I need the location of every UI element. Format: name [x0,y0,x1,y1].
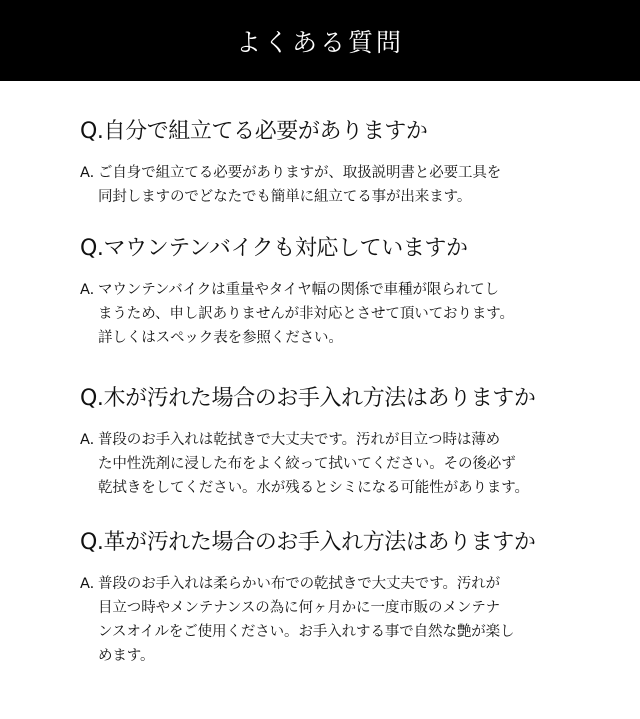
faq-item-2 [80,234,580,350]
faq-question: Q.革が汚れた場合のお手入れ方法はありますか [80,530,536,555]
page-header [0,0,640,81]
answer-line: 詳しくはスペック表を参照ください。 [98,330,343,346]
faq-question: Q.自分で組立てる必要がありますか [80,119,428,144]
answer-marker: A. [80,432,95,448]
answer-marker: A. [80,165,95,181]
answer-line: 普段のお手入れは柔らかい布での乾拭きで大丈夫です。汚れが [98,576,501,592]
faq-item-4 [80,528,580,668]
answer-line: マウンテンバイクは重量やタイヤ幅の関係で車種が限られてし [98,282,499,298]
faq-question: Q.木が汚れた場合のお手入れ方法はありますか [80,386,536,411]
answer-line: 目立つ時やメンテナンスの為に何ヶ月かに一度市販のメンテナ [98,600,501,616]
answer-marker: A. [80,282,95,298]
faq-question: Q.マウンテンバイクも対応していますか [80,236,468,261]
page-title: よくある質問 [235,27,404,57]
answer-line: まうため、申し訳ありませんが非対応とさせて頂いております。 [98,306,514,322]
answer-marker: A. [80,576,95,592]
answer-line: 普段のお手入れは乾拭きで大丈夫です。汚れが目立つ時は薄め [98,432,501,448]
faq-answer [80,278,580,350]
faq-answer [80,572,580,668]
answer-line: 同封しますのでどなたでも簡単に組立てる事が出来ます。 [98,189,472,205]
faq-answer [80,161,580,209]
answer-line: 乾拭きをしてください。水が残るとシミになる可能性があります。 [98,480,529,496]
faq-item-1 [80,117,580,209]
answer-line: ご自身で組立てる必要がありますが、取扱説明書と必要工具を [98,165,502,181]
answer-line: た中性洗剤に浸した布をよく絞って拭いてください。その後必ず [98,456,516,472]
faq-item-3 [80,384,580,500]
faq-answer [80,428,580,500]
answer-line: めます。 [98,648,155,664]
answer-line: ンスオイルをご使用ください。お手入れする事で自然な艶が楽し [98,624,515,640]
